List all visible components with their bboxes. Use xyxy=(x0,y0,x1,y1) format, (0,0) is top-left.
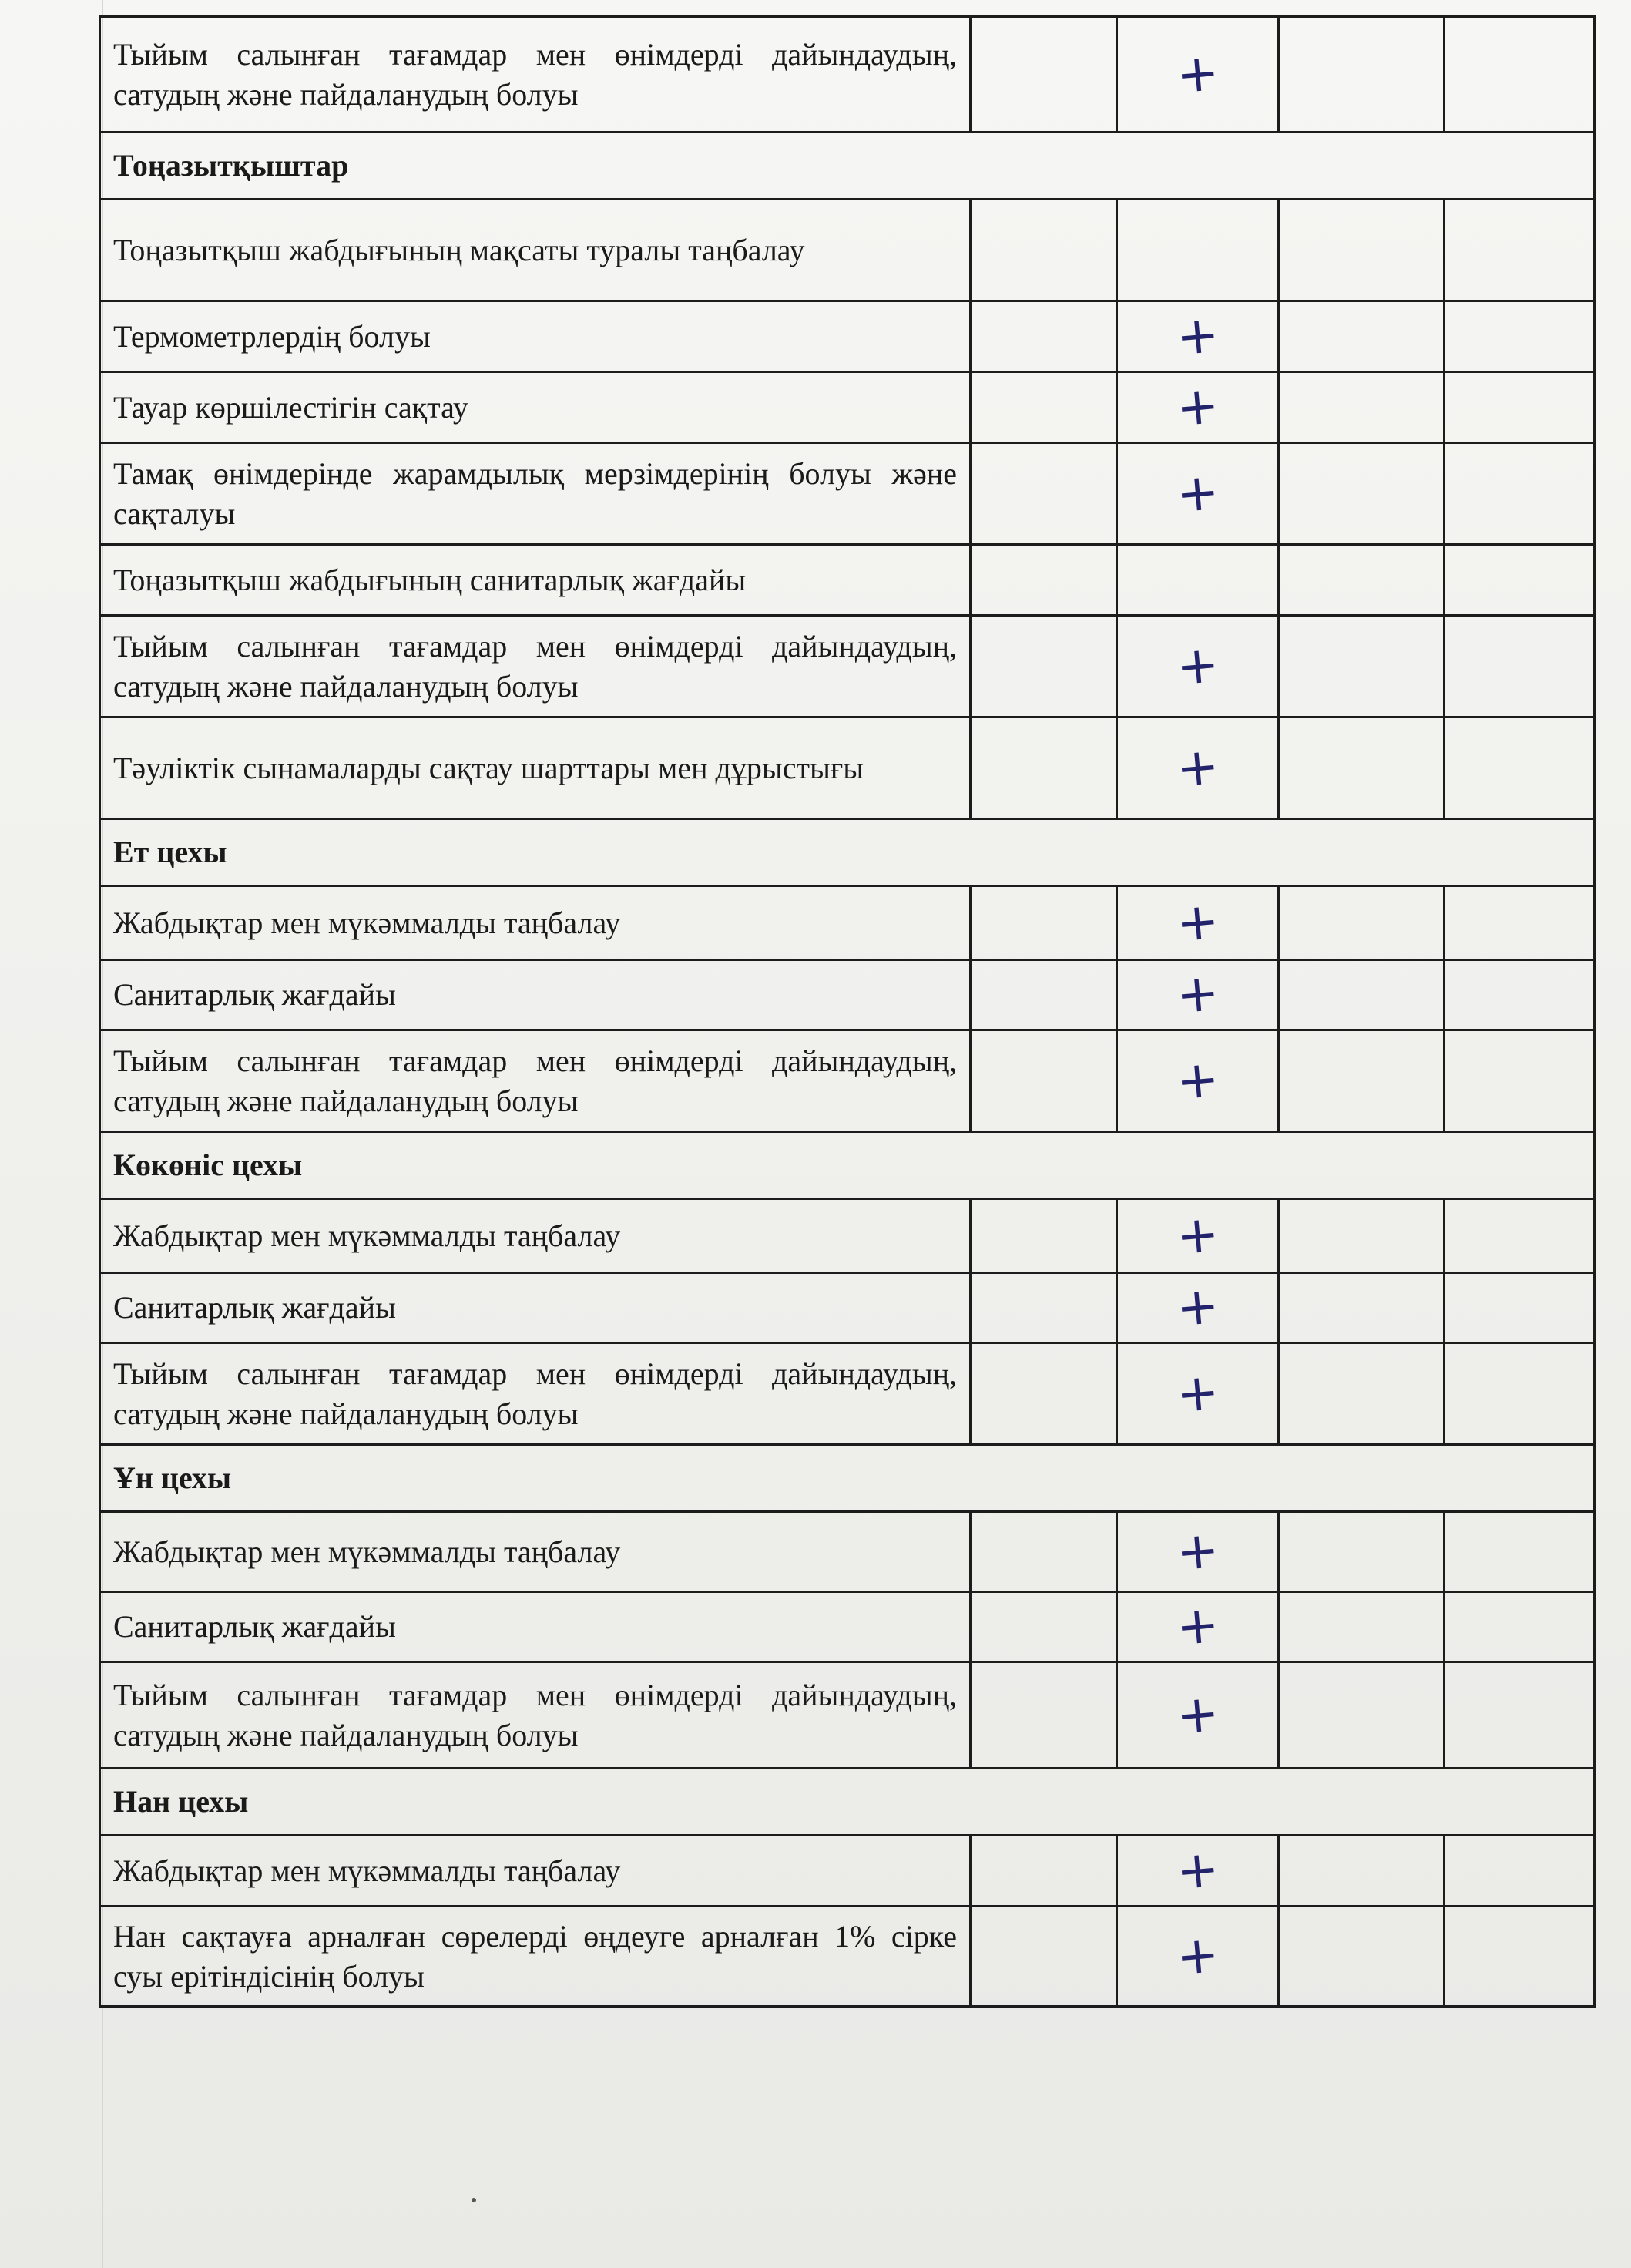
mark-cell xyxy=(1117,1199,1279,1273)
empty-cell xyxy=(1445,1907,1595,2007)
criterion-text: Тоңазытқыш жабдығының мақсаты туралы таңбалау xyxy=(100,200,971,301)
criterion-text: Тауар көршілестігін сақтау xyxy=(100,372,971,443)
empty-cell xyxy=(1445,372,1595,443)
section-row xyxy=(100,133,1595,200)
section-row xyxy=(100,819,1595,886)
mark-cell xyxy=(1117,1273,1279,1343)
empty-cell xyxy=(971,200,1117,301)
handwritten-plus-mark: + xyxy=(1173,461,1222,524)
empty-cell xyxy=(1279,1836,1445,1907)
empty-cell xyxy=(971,17,1117,133)
empty-cell xyxy=(1445,17,1595,133)
criterion-text: Жабдықтар мен мүкәммалды таңбалау xyxy=(100,1836,971,1907)
mark-cell xyxy=(1117,616,1279,717)
empty-cell xyxy=(971,1662,1117,1769)
section-heading: Көкөніс цехы xyxy=(100,1132,1595,1199)
mark-cell xyxy=(1117,886,1279,960)
empty-cell xyxy=(1445,301,1595,372)
table-row xyxy=(100,1662,1595,1769)
empty-cell xyxy=(971,1030,1117,1132)
mark-cell xyxy=(1117,960,1279,1030)
empty-cell xyxy=(971,960,1117,1030)
section-heading: Нан цехы xyxy=(100,1769,1595,1836)
empty-cell xyxy=(1279,1199,1445,1273)
handwritten-plus-mark: + xyxy=(1173,375,1222,438)
empty-cell xyxy=(1279,443,1445,545)
empty-cell xyxy=(971,1273,1117,1343)
section-heading: Ұн цехы xyxy=(100,1445,1595,1512)
empty-cell xyxy=(1279,1907,1445,2007)
mark-cell xyxy=(1117,1836,1279,1907)
section-heading: Ет цехы xyxy=(100,819,1595,886)
table-row xyxy=(100,960,1595,1030)
mark-cell xyxy=(1117,372,1279,443)
table-row xyxy=(100,717,1595,819)
mark-cell xyxy=(1117,17,1279,133)
empty-cell xyxy=(1279,301,1445,372)
empty-cell xyxy=(1445,960,1595,1030)
empty-cell xyxy=(971,717,1117,819)
table-row xyxy=(100,616,1595,717)
empty-cell xyxy=(1279,960,1445,1030)
handwritten-plus-mark: + xyxy=(1173,735,1222,798)
mark-cell xyxy=(1117,1030,1279,1132)
empty-cell xyxy=(971,443,1117,545)
handwritten-plus-mark: + xyxy=(1173,304,1222,367)
handwritten-plus-mark: + xyxy=(1173,1924,1222,1987)
empty-cell xyxy=(1279,1030,1445,1132)
section-heading: Тоңазытқыштар xyxy=(100,133,1595,200)
criterion-text: Тыйым салынған тағамдар мен өнімдерді дайындаудың, сатудың және пайдаланудың болуы xyxy=(100,1662,971,1769)
table-row xyxy=(100,1273,1595,1343)
criterion-text: Тоңазытқыш жабдығының санитарлық жағдайы xyxy=(100,545,971,616)
empty-cell xyxy=(1445,1592,1595,1662)
handwritten-plus-mark: + xyxy=(1173,633,1222,697)
mark-cell xyxy=(1117,301,1279,372)
empty-cell xyxy=(971,1199,1117,1273)
handwritten-plus-mark: + xyxy=(1173,1275,1222,1339)
mark-cell xyxy=(1117,1512,1279,1592)
empty-cell xyxy=(1445,616,1595,717)
table-row xyxy=(100,1030,1595,1132)
empty-cell xyxy=(1279,1592,1445,1662)
checklist-body xyxy=(100,17,1595,2007)
table-row xyxy=(100,1907,1595,2007)
criterion-text: Жабдықтар мен мүкәммалды таңбалау xyxy=(100,886,971,960)
mark-cell xyxy=(1117,1592,1279,1662)
empty-cell xyxy=(1279,1343,1445,1445)
empty-cell xyxy=(1445,1273,1595,1343)
empty-cell xyxy=(971,1907,1117,2007)
empty-cell xyxy=(1279,17,1445,133)
empty-cell xyxy=(1445,1343,1595,1445)
handwritten-plus-mark: + xyxy=(1173,1361,1222,1424)
criterion-text: Санитарлық жағдайы xyxy=(100,1273,971,1343)
empty-cell xyxy=(1445,1512,1595,1592)
handwritten-plus-mark: + xyxy=(1173,1519,1222,1582)
empty-cell xyxy=(1279,616,1445,717)
table-row xyxy=(100,200,1595,301)
handwritten-plus-mark: + xyxy=(1173,1682,1222,1746)
criterion-text: Тыйым салынған тағамдар мен өнімдерді дайындаудың, сатудың және пайдаланудың болуы xyxy=(100,616,971,717)
empty-cell xyxy=(1445,1030,1595,1132)
empty-cell xyxy=(1279,717,1445,819)
criterion-text: Термометрлердің болуы xyxy=(100,301,971,372)
empty-cell xyxy=(1445,443,1595,545)
empty-cell xyxy=(1279,1512,1445,1592)
criterion-text: Тыйым салынған тағамдар мен өнімдерді дайындаудың, сатудың және пайдаланудың болуы xyxy=(100,1343,971,1445)
empty-cell xyxy=(971,1343,1117,1445)
criterion-text: Санитарлық жағдайы xyxy=(100,1592,971,1662)
empty-cell xyxy=(1445,717,1595,819)
empty-cell xyxy=(1445,1662,1595,1769)
table-row xyxy=(100,17,1595,133)
empty-cell xyxy=(1279,1273,1445,1343)
table-row xyxy=(100,545,1595,616)
section-row xyxy=(100,1445,1595,1512)
criterion-text: Жабдықтар мен мүкәммалды таңбалау xyxy=(100,1512,971,1592)
mark-cell xyxy=(1117,1662,1279,1769)
criterion-text: Тәуліктік сынамаларды сақтау шарттары мен дұрыстығы xyxy=(100,717,971,819)
handwritten-plus-mark: + xyxy=(1173,42,1222,105)
empty-cell xyxy=(1279,1662,1445,1769)
table-row xyxy=(100,1343,1595,1445)
handwritten-plus-mark: + xyxy=(1173,1203,1222,1266)
mark-cell xyxy=(1117,200,1279,301)
empty-cell xyxy=(971,616,1117,717)
empty-cell xyxy=(971,1512,1117,1592)
handwritten-plus-mark: + xyxy=(1173,1594,1222,1658)
table-row xyxy=(100,1199,1595,1273)
empty-cell xyxy=(1445,200,1595,301)
handwritten-plus-mark: + xyxy=(1173,1838,1222,1901)
empty-cell xyxy=(1445,886,1595,960)
mark-cell xyxy=(1117,545,1279,616)
empty-cell xyxy=(971,1592,1117,1662)
empty-cell xyxy=(971,1836,1117,1907)
criterion-text: Тыйым салынған тағамдар мен өнімдерді дайындаудың, сатудың және пайдаланудың болуы xyxy=(100,17,971,133)
empty-cell xyxy=(1279,200,1445,301)
inspection-checklist-table xyxy=(99,15,1596,2008)
criterion-text: Нан сақтауға арналған сөрелерді өңдеуге арналған 1% сірке суы ерітіндісінің болуы xyxy=(100,1907,971,2007)
handwritten-plus-mark: + xyxy=(1173,890,1222,953)
paper-speck xyxy=(472,2198,476,2202)
mark-cell xyxy=(1117,1907,1279,2007)
handwritten-plus-mark: + xyxy=(1173,962,1222,1026)
empty-cell xyxy=(971,301,1117,372)
empty-cell xyxy=(971,372,1117,443)
empty-cell xyxy=(971,545,1117,616)
empty-cell xyxy=(1279,886,1445,960)
table-row xyxy=(100,372,1595,443)
empty-cell xyxy=(1445,1199,1595,1273)
section-row xyxy=(100,1132,1595,1199)
empty-cell xyxy=(1445,1836,1595,1907)
criterion-text: Тамақ өнімдерінде жарамдылық мерзімдерінің болуы және сақталуы xyxy=(100,443,971,545)
table-row xyxy=(100,1512,1595,1592)
table-row xyxy=(100,1592,1595,1662)
table-row xyxy=(100,443,1595,545)
empty-cell xyxy=(1279,545,1445,616)
empty-cell xyxy=(1279,372,1445,443)
empty-cell xyxy=(1445,545,1595,616)
handwritten-plus-mark: + xyxy=(1173,1048,1222,1111)
mark-cell xyxy=(1117,1343,1279,1445)
mark-cell xyxy=(1117,717,1279,819)
criterion-text: Жабдықтар мен мүкәммалды таңбалау xyxy=(100,1199,971,1273)
criterion-text: Тыйым салынған тағамдар мен өнімдерді дайындаудың, сатудың және пайдаланудың болуы xyxy=(100,1030,971,1132)
section-row xyxy=(100,1769,1595,1836)
table-row xyxy=(100,1836,1595,1907)
mark-cell xyxy=(1117,443,1279,545)
empty-cell xyxy=(971,886,1117,960)
criterion-text: Санитарлық жағдайы xyxy=(100,960,971,1030)
table-row xyxy=(100,301,1595,372)
table-row xyxy=(100,886,1595,960)
